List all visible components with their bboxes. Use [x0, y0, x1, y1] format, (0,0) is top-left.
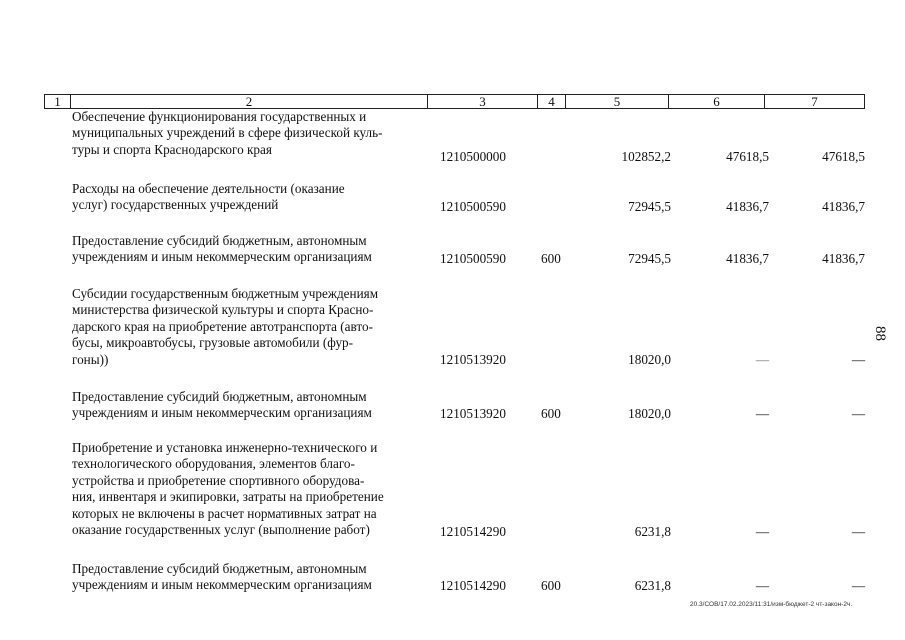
- description-line: учреждениям и иным некоммерческим организациям: [72, 405, 372, 421]
- amount-col5: 18020,0: [628, 352, 671, 367]
- description-line: ния, инвентаря и экипировки, затраты на приобретение: [72, 489, 384, 505]
- expense-type-code: 600: [541, 406, 561, 421]
- col-header-7: 7: [811, 94, 818, 109]
- description-line: бусы, микроавтобусы, грузовые автомобили (фур-: [72, 335, 354, 351]
- row-description: [72, 233, 426, 266]
- amount-col6: —: [755, 406, 769, 421]
- target-article-code: 1210514290: [440, 524, 506, 539]
- row-description: [72, 109, 426, 158]
- description-line: услуг) государственных учреждений: [72, 197, 279, 213]
- row-description: [72, 181, 426, 214]
- amount-col7: —: [851, 524, 865, 539]
- amount-col7: —: [851, 352, 865, 367]
- description-line: министерства физической культуры и спорта Красно-: [72, 302, 374, 318]
- amount-col7: 41836,7: [822, 199, 865, 214]
- description-line: которых не включены в расчет нормативных затрат на: [72, 505, 377, 521]
- expense-type-code: 600: [541, 578, 561, 593]
- amount-col5: 72945,5: [628, 199, 671, 214]
- amount-col7: 47618,5: [822, 149, 865, 164]
- row-description: [72, 389, 426, 422]
- page-number: 88: [872, 326, 888, 341]
- row-description: [72, 561, 426, 594]
- col-header-4: 4: [538, 95, 566, 108]
- expense-type-code: 600: [541, 251, 561, 266]
- target-article-code: 1210513920: [440, 352, 506, 367]
- amount-col6: —: [755, 524, 769, 539]
- col-header-3: 3: [428, 95, 538, 108]
- description-line: технологического оборудования, элементов благо-: [72, 456, 355, 472]
- description-line: оказание государственных услуг (выполнение работ): [72, 522, 370, 538]
- description-line: Предоставление субсидий бюджетным, автономным: [72, 561, 367, 576]
- target-article-code: 1210500590: [440, 251, 506, 266]
- description-line: Обеспечение функционирования государственных и: [72, 109, 367, 124]
- footer-file-note: 20.3/СОВ/17.02.2023/11:31/изм-бюджет-2 чт-закон-2ч.: [690, 601, 853, 608]
- description-line: Расходы на обеспечение деятельности (оказание: [72, 181, 345, 196]
- description-line: гоны)): [72, 351, 109, 367]
- amount-col6: —: [755, 578, 769, 593]
- description-line: учреждениям и иным некоммерческим организациям: [72, 577, 372, 593]
- col-header-6: 6: [669, 95, 765, 108]
- description-line: муниципальных учреждений в сфере физической куль-: [72, 125, 383, 141]
- description-line: Субсидии государственным бюджетным учреждениям: [72, 286, 379, 301]
- amount-col5: 102852,2: [621, 149, 671, 164]
- amount-col5: 72945,5: [628, 251, 671, 266]
- target-article-code: 1210513920: [440, 406, 506, 421]
- amount-col7: —: [851, 578, 865, 593]
- amount-col7: —: [851, 406, 865, 421]
- target-article-code: 1210500590: [440, 199, 506, 214]
- amount-col6: 41836,7: [726, 199, 769, 214]
- col-header-1: 1: [45, 95, 71, 108]
- row-description: [72, 440, 426, 538]
- description-line: учреждениям и иным некоммерческим организациям: [72, 249, 372, 265]
- col-header-2: 2: [71, 95, 428, 108]
- target-article-code: 1210500000: [440, 149, 506, 164]
- amount-col5: 6231,8: [634, 578, 671, 593]
- description-line: Предоставление субсидий бюджетным, автономным: [72, 389, 367, 404]
- amount-col5: 18020,0: [628, 406, 671, 421]
- target-article-code: 1210514290: [440, 578, 506, 593]
- amount-col6: —: [755, 352, 769, 367]
- description-line: Приобретение и установка инженерно-технического и: [72, 440, 378, 455]
- amount-col6: 47618,5: [726, 149, 769, 164]
- amount-col6: 41836,7: [726, 251, 769, 266]
- description-line: туры и спорта Краснодарского края: [72, 141, 272, 157]
- amount-col5: 6231,8: [634, 524, 671, 539]
- description-line: Предоставление субсидий бюджетным, автономным: [72, 233, 367, 248]
- column-number-header: [44, 94, 865, 109]
- description-line: дарского края на приобретение автотранспорта (авто-: [72, 318, 373, 334]
- col-header-5: 5: [566, 95, 669, 108]
- row-description: [72, 286, 426, 368]
- amount-col7: 41836,7: [822, 251, 865, 266]
- description-line: устройства и приобретение спортивного оборудова-: [72, 472, 365, 488]
